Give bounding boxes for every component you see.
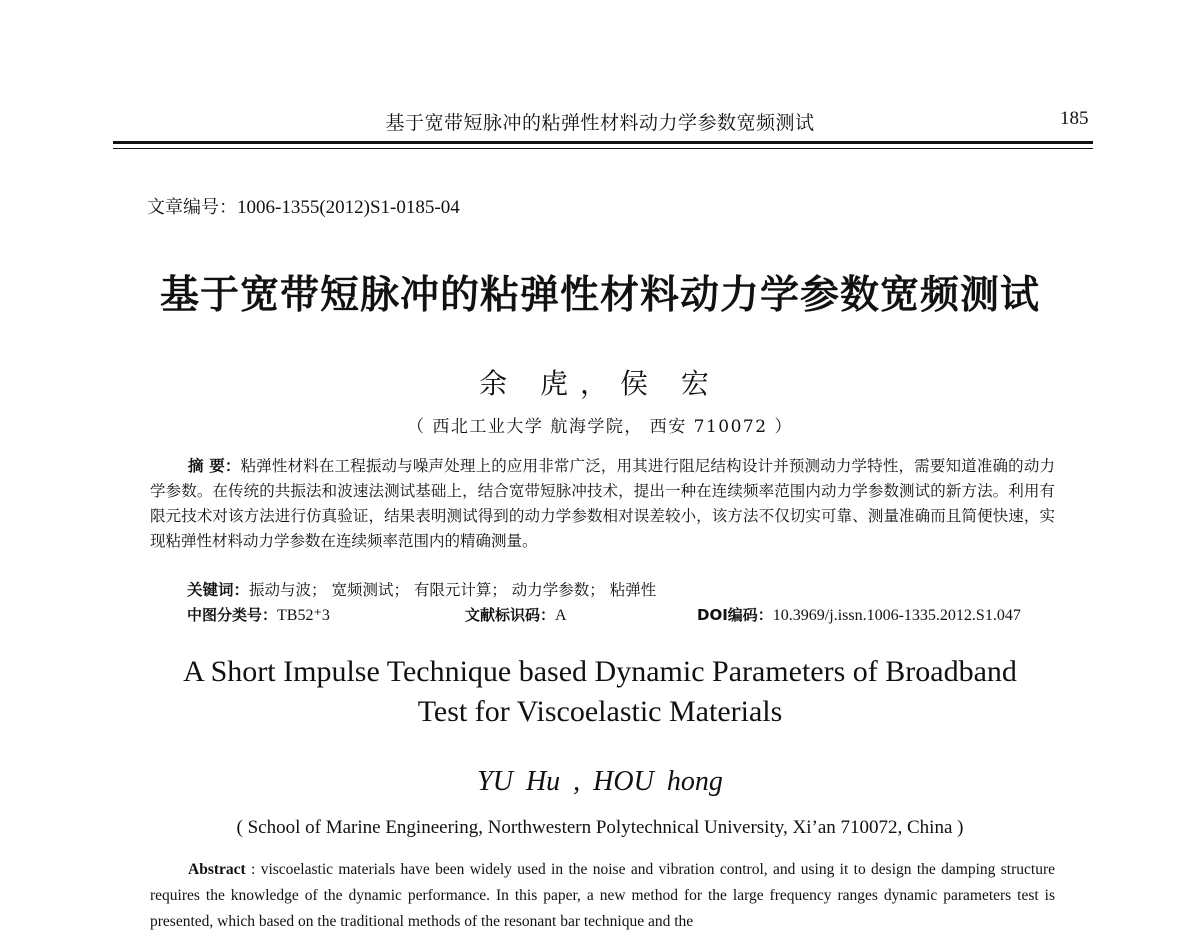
english-abstract: [150, 857, 1055, 935]
keywords-label: 关键词：: [187, 581, 250, 599]
doi-value: 10.3969/j.issn.1006-1335.2012.S1.047: [772, 607, 1021, 624]
clc-value: TB52⁺3: [277, 607, 330, 624]
chinese-abstract-text: 粘弹性材料在工程振动与噪声处理上的应用非常广泛，用其进行阻尼结构设计并预测动力学特性，需要知道准确的动力学参数。在传统的共振法和波速法测试基础上，结合宽带短脉冲技术，提出一种在连续频率范围内动力学参数测试的新方法。利用有限元技术对该方法进行仿真验证，结果表明测试得到的动力学参数相对误差较小，该方法不仅切实可靠、测量准确而且简便快速，实现粘弹性材料动力学参数在连续频率范围内的精确测量。: [150, 457, 1055, 550]
english-authors: YU Hu , HOU hong: [477, 766, 723, 797]
chinese-title: 基于宽带短脉冲的粘弹性材料动力学参数宽频测试: [159, 273, 1040, 318]
keywords-text: 振动与波； 宽频测试； 有限元计算； 动力学参数； 粘弹性: [249, 581, 657, 599]
chinese-authors: 余 虎，侯 宏: [479, 367, 721, 400]
running-header-title: 基于宽带短脉冲的粘弹性材料动力学参数宽频测试: [385, 112, 815, 134]
clc-label: 中图分类号：: [187, 606, 278, 624]
article-number-value: 1006-1355(2012)S1-0185-04: [237, 197, 460, 218]
english-abstract-label: Abstract: [188, 861, 246, 878]
header-rule-thin: [113, 148, 1093, 149]
document-code-label: 文献标识码：: [465, 606, 556, 624]
doi: [697, 604, 1021, 625]
document-code: [465, 604, 567, 625]
chinese-abstract: [150, 454, 1055, 554]
english-title-line-1: A Short Impulse Technique based Dynamic Parameters of Broadband: [183, 655, 1017, 688]
page-number: 185: [1060, 108, 1089, 129]
english-title: [0, 652, 1200, 732]
clc-number: [187, 604, 330, 625]
english-affiliation: ( School of Marine Engineering, Northwestern Polytechnical University, Xi’an 710072, China ): [236, 817, 964, 838]
doi-label: DOI编码：: [697, 606, 773, 624]
english-title-line-2: Test for Viscoelastic Materials: [417, 695, 783, 728]
article-number-label: 文章编号：: [147, 197, 237, 218]
document-code-value: A: [555, 607, 567, 624]
english-abstract-text: : viscoelastic materials have been widely used in the noise and vibration control, and using it to design the damping structure requires the knowledge of the dynamic performance. In this paper, a new method for the large frequency ranges dynamic parameters test is presented, which based on the traditional methods of the resonant bar technique and the: [150, 861, 1055, 930]
chinese-affiliation: （ 西北工业大学 航海学院， 西安 710072 ）: [407, 417, 793, 437]
chinese-abstract-label: 摘 要：: [188, 457, 241, 475]
header-rule-thick: [113, 141, 1093, 144]
chinese-keywords: [187, 578, 656, 600]
article-number: [147, 193, 460, 219]
